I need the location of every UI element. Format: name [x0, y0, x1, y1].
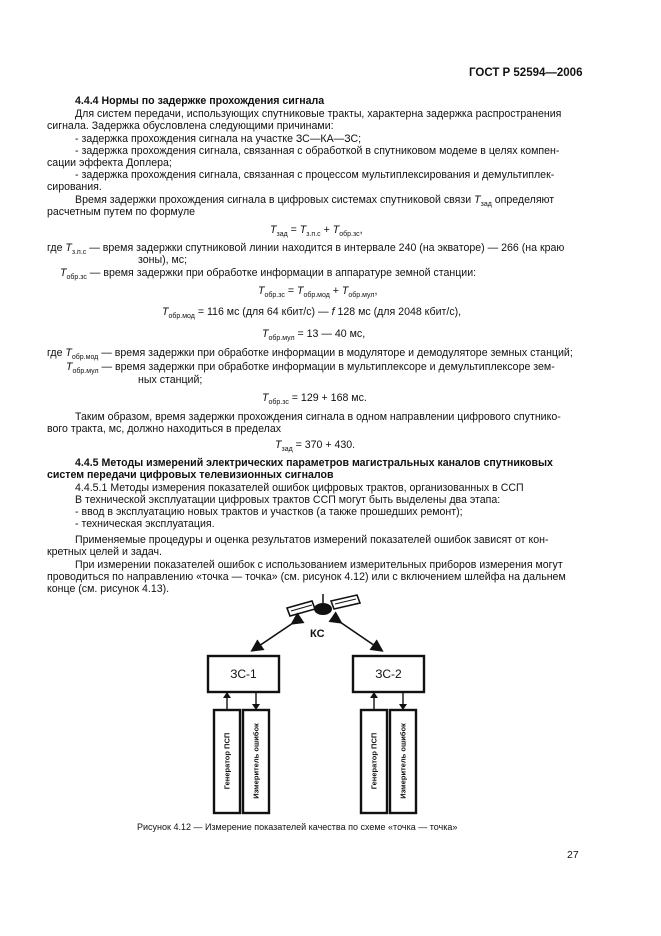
zs1-label: ЗС-1 — [230, 667, 257, 681]
paragraph-line: Время задержки прохождения сигнала в цифровых системах спутниковой связи $T_{зад}$ определяют — [75, 194, 555, 208]
formula-final: $T_{зад} = 370 + 430$. — [275, 439, 356, 453]
doc-number: ГОСТ Р 52594—2006 — [469, 67, 583, 79]
paragraph-line: Применяемые процедуры и оценка результатов измерений показателей ошибок зависят от кон- — [75, 534, 549, 546]
paragraph-line: расчетным путем по формуле — [47, 206, 196, 218]
paragraph-line: кретных целей и задач. — [47, 546, 162, 558]
bullet-item-cont: сации эффекта Доплера; — [47, 157, 172, 169]
link-arrow-zs1 — [253, 623, 293, 650]
paragraph-line: проводиться по направлению «точка — точка» (см. рисунок 4.12) или с включением шлейфа на дальнем — [47, 571, 566, 583]
meter-label-2: Измеритель ошибок — [398, 723, 408, 799]
formula-obr-mod: $T_{обр.мод} = 116$ мс (для 64 кбит/с) — f 128 мс (для 2048 кбит/с), — [162, 306, 462, 320]
definition: $T_{обр.мул}$ — время задержки при обработке информации в мультиплексоре и демультиплексоре зем- — [66, 361, 555, 375]
generator-label-2: Генератор ПСП — [369, 732, 379, 790]
bullet-item: - задержка прохождения сигнала на участке ЗС—КА—ЗС; — [75, 133, 362, 145]
definition: где $T_{обр.мод}$ — время задержки при обработке информации в модуляторе и демодуляторе земных станций; — [47, 347, 573, 361]
link-arrow-zs2 — [340, 622, 381, 650]
formula-zs-value: $T_{обр.зс} = 129 + 168$ мс. — [262, 392, 367, 406]
definition-cont: ных станций; — [138, 374, 203, 386]
generator-label-1: Генератор ПСП — [222, 732, 232, 790]
section-heading-445: 4.4.5 Методы измерений электрических параметров магистральных каналов спутниковых — [75, 457, 553, 469]
section-heading-445-cont: систем передачи цифровых телевизионных сигналов — [47, 469, 334, 481]
bullet-item: - задержка прохождения сигнала, связанная с процессом мультиплексирования и демультиплек- — [75, 169, 555, 181]
section-heading-444: 4.4.4 Нормы по задержке прохождения сигнала — [75, 95, 325, 107]
paragraph-line: вого тракта, мс, должно находиться в пределах — [47, 423, 282, 435]
satellite-icon — [287, 594, 360, 616]
ks-label: КС — [310, 628, 325, 640]
definition: $T_{обр.зс}$ — время задержки при обработке информации в аппаратуре земной станции: — [60, 267, 477, 281]
bullet-item: - техническая эксплуатация. — [75, 518, 215, 530]
formula-obr-mul: $T_{обр.мул} = 13$ — 40 мс, — [262, 328, 366, 342]
zs2-label: ЗС-2 — [375, 667, 402, 681]
bullet-item-cont: сирования. — [47, 181, 102, 193]
formula-delay: $T_{зад} = T_{з.п.с} + T_{обр.зс}$, — [270, 224, 363, 238]
paragraph-line: сигнала. Задержка обусловлена следующими причинами: — [47, 120, 334, 132]
paragraph-line: В технической эксплуатации цифровых трактов ССП могут быть выделены два этапа: — [75, 494, 501, 506]
definition-cont: зоны), мс; — [138, 254, 188, 266]
paragraph-line: Таким образом, время задержки прохождения сигнала в одном направлении цифрового спутнико- — [75, 411, 561, 423]
formula-obr-zs: $T_{обр.зс} = T_{обр.мод} + T_{обр.мул}$, — [258, 285, 378, 299]
bullet-item: - ввод в эксплуатацию новых трактов и участков (а также прошедших ремонт); — [75, 506, 463, 518]
definition: где $T_{з.п.с}$ — время задержки спутниковой линии находится в интервале 240 (на экваторе) — 266 (на краю — [47, 242, 565, 256]
paragraph-line: конце (см. рисунок 4.13). — [47, 583, 170, 595]
page-number: 27 — [567, 849, 579, 861]
meter-label-1: Измеритель ошибок — [251, 723, 261, 799]
paragraph-line: При измерении показателей ошибок с использованием измерительных приборов измерения могут — [75, 559, 563, 571]
figure-caption: Рисунок 4.12 — Измерение показателей качества по схеме «точка — точка» — [137, 822, 458, 832]
subsection-heading: 4.4.5.1 Методы измерения показателей ошибок цифровых трактов, организованных в ССП — [75, 482, 524, 494]
paragraph-line: Для систем передачи, использующих спутниковые тракты, характерна задержка распространения — [75, 108, 562, 120]
bullet-item: - задержка прохождения сигнала, связанная с обработкой в спутниковом модеме в целях компен- — [75, 145, 560, 157]
